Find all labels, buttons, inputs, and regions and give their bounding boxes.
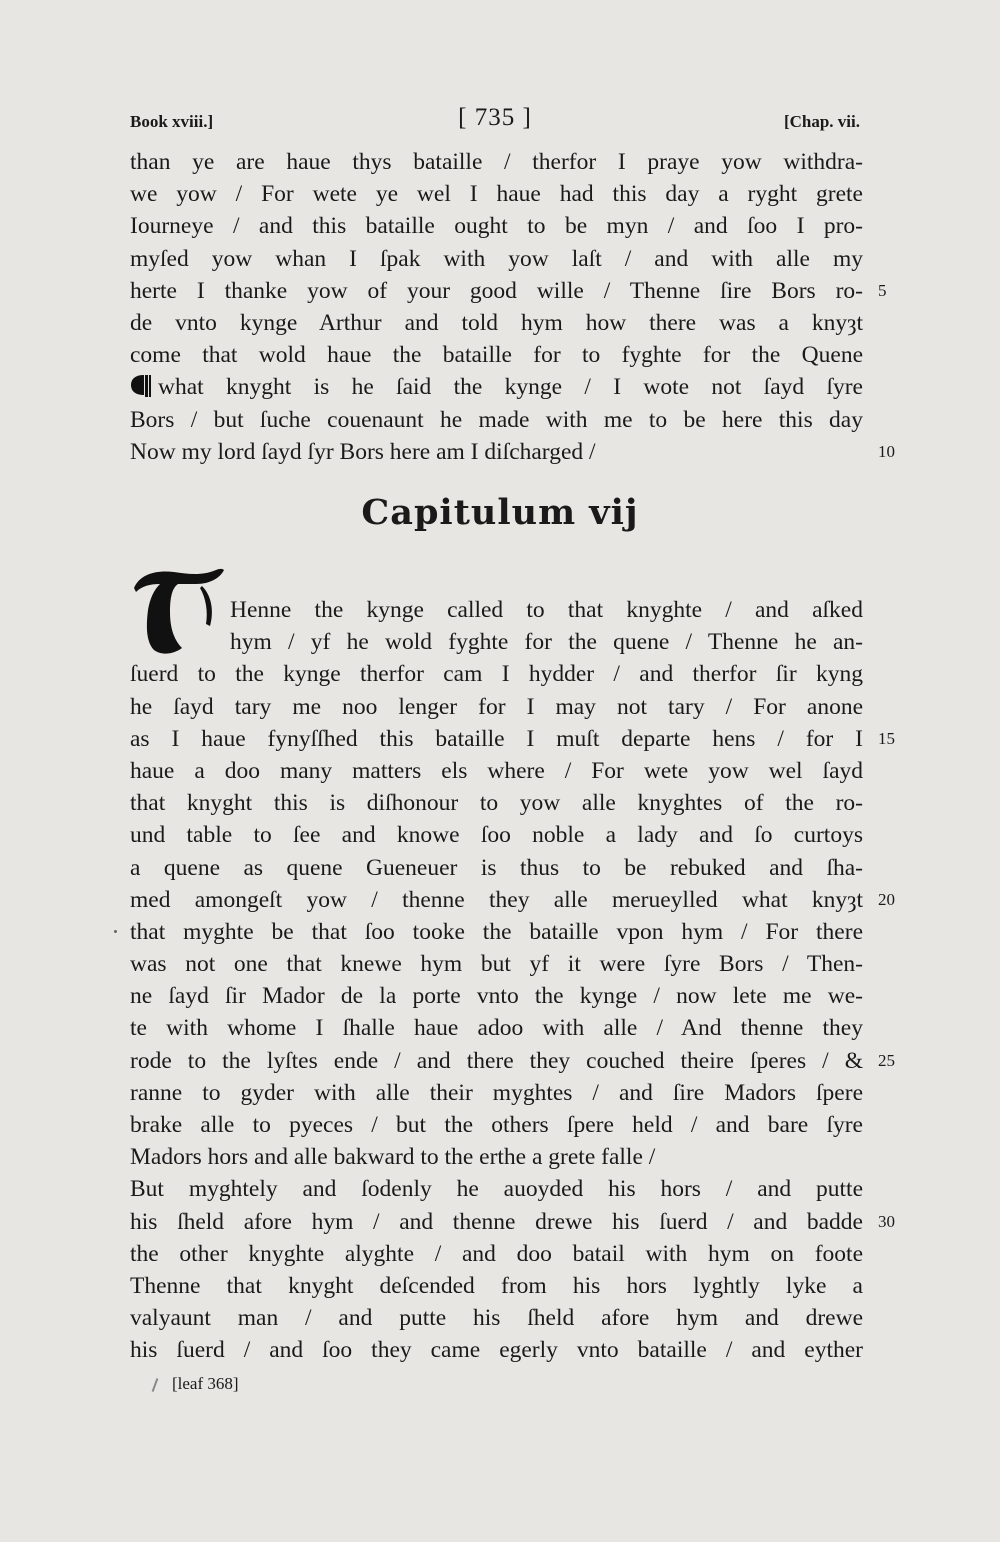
text-line: a quene as quene Gueneuer is thus to be rebuked and ſha- bbox=[130, 854, 863, 881]
header-book: Book xviii.] bbox=[130, 112, 214, 131]
text-line: ranne to gyder with alle their myghtes / and ſire Madors ſpere bbox=[130, 1079, 863, 1106]
text-line: Bors / but ſuche couenaunt he made with me to be here this day bbox=[130, 406, 863, 433]
page-speck bbox=[114, 930, 117, 933]
text-line bbox=[130, 436, 895, 468]
page-number: [ 735 ] bbox=[458, 104, 532, 131]
text-line: valyaunt man / and putte his ſheld afore hym and drewe bbox=[130, 1305, 863, 1332]
chapter-title: Capitulum vij bbox=[361, 492, 639, 533]
line-number: 20 bbox=[878, 889, 895, 909]
text-line: that myghte be that ſoo tooke the bataille vpon hym / For there bbox=[130, 918, 863, 945]
text-line: Henne the kynge called to that knyghte / and aſked bbox=[230, 597, 863, 623]
text-line-content: herte I thanke yow of your good wille / Thenne ſire Bors ro- bbox=[130, 277, 863, 304]
text-line: come that wold haue the bataille for to fyghte for the Quene bbox=[130, 342, 863, 369]
text-line: hym / yf he wold fyghte for the quene / Thenne he an- bbox=[230, 629, 863, 656]
text-line bbox=[130, 1206, 895, 1238]
header-chapter: [Chap. vii. bbox=[783, 112, 860, 131]
text-line: that knyght this is diſhonour to yow alle knyghtes of the ro- bbox=[130, 790, 863, 817]
text-line: brake alle to pyeces / but the others ſpere held / and bare ſyre bbox=[130, 1112, 863, 1138]
text-line bbox=[130, 723, 895, 755]
text-line: Thenne that knyght deſcended from his hors lyghtly lyke a bbox=[130, 1272, 863, 1299]
text-line-content: as I haue fynyſſhed this bataille I muſt departe hens / for I bbox=[130, 725, 863, 752]
text-line bbox=[130, 1045, 895, 1077]
text-line bbox=[130, 275, 887, 307]
text-line: was not one that knewe hym but yf it were ſyre Bors / Then- bbox=[130, 951, 863, 978]
text-line: und table to ſee and knowe ſoo noble a lady and ſo curtoys bbox=[130, 822, 863, 849]
text-line: we yow / For wete ye wel I haue had this day a ryght grete bbox=[130, 181, 863, 208]
text-line bbox=[130, 371, 863, 403]
text-line-content: med amongeſt yow / thenne they alle merueylled what knyȝt bbox=[130, 886, 863, 913]
paragraph-1 bbox=[130, 146, 895, 468]
pilcrow-icon bbox=[130, 373, 152, 397]
page-mark bbox=[152, 1378, 159, 1392]
running-header bbox=[130, 104, 860, 138]
text-line bbox=[130, 884, 895, 916]
text-line: But myghtely and ſodenly he auoyded his hors / and putte bbox=[130, 1176, 863, 1203]
text-line-content: rode to the lyſtes ende / and there they couched theire ſperes / & bbox=[130, 1047, 863, 1074]
text-line: Iourneye / and this bataille ought to be myn / and ſoo I pro- bbox=[130, 213, 863, 240]
text-line: Madors hors and alle bakward to the erthe a grete falle / bbox=[130, 1144, 656, 1171]
leaf-note: [leaf 368] bbox=[172, 1374, 239, 1393]
text-line: his ſuerd / and ſoo they came egerly vnto bataille / and eyther bbox=[130, 1337, 863, 1364]
text-line: the other knyghte alyghte / and doo batail with hym on foote bbox=[130, 1240, 863, 1267]
line-number: 10 bbox=[878, 441, 895, 461]
line-number: 25 bbox=[878, 1050, 895, 1070]
text-line: de vnto kynge Arthur and told hym how there was a knyȝt bbox=[130, 309, 863, 336]
text-line: than ye are haue thys bataille / therfor I praye yow withdra- bbox=[130, 149, 863, 175]
text-line: te with whome I ſhalle haue adoo with alle / And thenne they bbox=[130, 1015, 863, 1042]
text-line: ne ſayd ſir Mador de la porte vnto the kynge / now lete me we- bbox=[130, 983, 863, 1010]
text-line-content: Now my lord ſayd ſyr Bors here am I diſcharged / bbox=[130, 438, 596, 465]
text-line-content: his ſheld afore hym / and thenne drewe his ſuerd / and badde bbox=[130, 1208, 863, 1235]
text-line: ſuerd to the kynge therfor cam I hydder / and therfor ſir kyng bbox=[130, 661, 863, 688]
line-number: 5 bbox=[878, 280, 887, 300]
line-number: 15 bbox=[878, 728, 895, 748]
paragraph-2 bbox=[130, 594, 895, 1367]
line-number: 30 bbox=[878, 1211, 895, 1231]
text-line: haue a doo many matters els where / For wete yow wel ſayd bbox=[130, 757, 863, 784]
text-line-content: what knyght is he ſaid the kynge / I wote not ſayd ſyre bbox=[158, 374, 863, 401]
text-line: myſed yow whan I ſpak with yow laſt / and with alle my bbox=[130, 245, 863, 272]
text-line: he ſayd tary me noo lenger for I may not tary / For anone bbox=[130, 693, 863, 720]
